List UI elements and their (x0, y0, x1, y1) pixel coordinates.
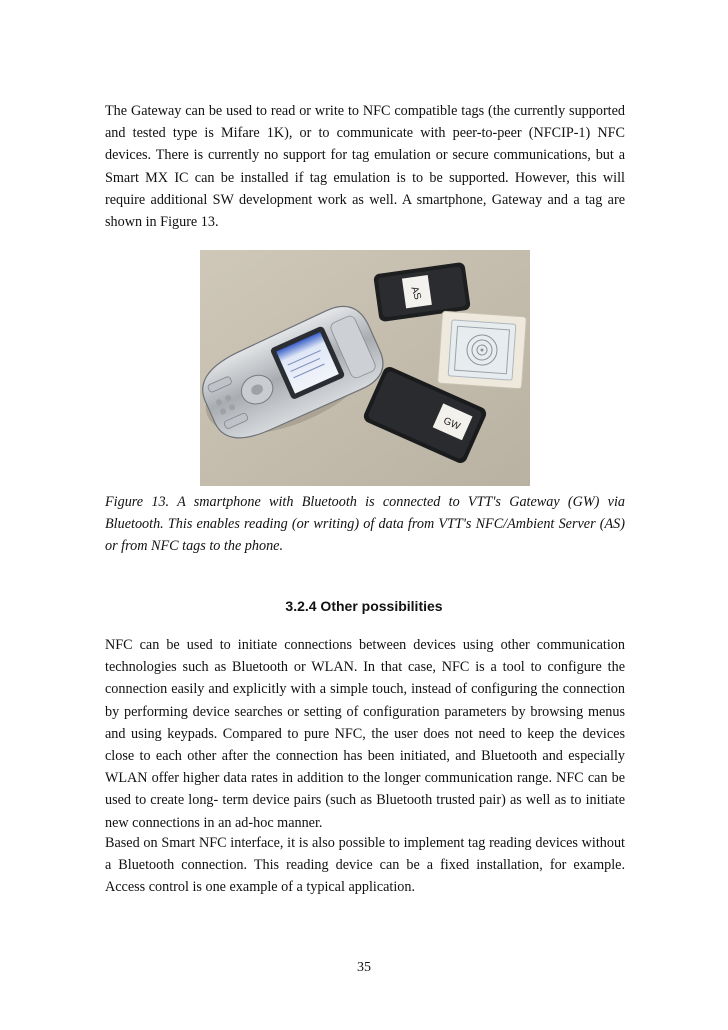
figure-13-photo (200, 250, 530, 486)
nfc-tag (438, 311, 527, 389)
figure-caption: Figure 13. A smartphone with Bluetooth is connected to VTT's Gateway (GW) via Bluetooth. This enables reading (or writing) of data from VTT's NFC/Ambient Server (AS) or from NFC tags to the phone. (105, 494, 625, 555)
page-number: 35 (357, 960, 371, 975)
as-label: AS (408, 285, 423, 302)
intro-paragraph: The Gateway can be used to read or write to NFC compatible tags (the currently supported and tested type is Mifare 1K), or to communicate with peer-to-peer (NFCIP-1) NFC devices. There is currently no support for tag emulation or secure communications, but a Smart MX IC can be installed if tag emulation is to be supported. However, this will require additional SW development work as well. A smartphone, Gateway and a tag are shown in Figure 13. (105, 103, 625, 231)
other-possibilities-paragraph-2: Based on Smart NFC interface, it is also possible to implement tag reading devices without a Bluetooth connection. This reading device can be a fixed installation, for example. Access control is one example of a typical application. (105, 835, 625, 896)
gw-label: GW (441, 415, 462, 433)
section-heading: 3.2.4 Other possibilities (285, 598, 443, 614)
other-possibilities-paragraph-1: NFC can be used to initiate connections between devices using other communication technologies such as Bluetooth or WLAN. In that case, NFC is a tool to configure the connection easily and explicitly with a simple touch, instead of configuring the connection by performing device searches or setting of configuration parameters by browsing menus and using keypads. Compared to pure NFC, the user does not need to keep the devices close to each other after the connection has been initiated, and Bluetooth and especially WLAN offer higher data rates in addition to the longer communication range. NFC can be used to create long- term device pairs (such as Bluetooth trusted pair) as well as to initiate new connections in an ad-hoc manner. (105, 637, 625, 831)
